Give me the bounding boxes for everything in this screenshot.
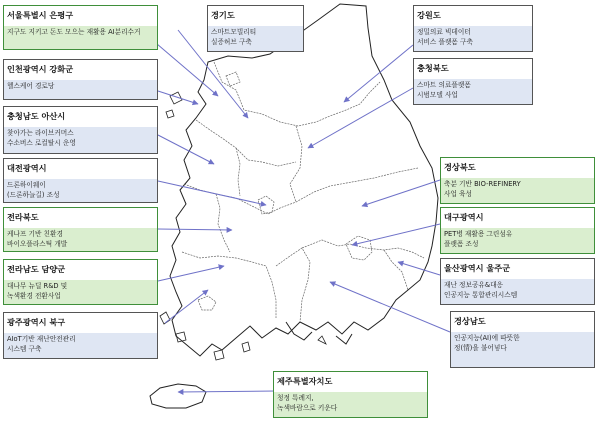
region-description: 케나프 기반 친환경 바이오플라스틱 개발 <box>4 228 157 251</box>
region-title: 울산광역시 울주군 <box>441 259 594 278</box>
region-card-gyeonggi <box>207 5 304 52</box>
region-title: 전라북도 <box>4 208 157 227</box>
region-description: PET병 재활용 그린섬유 플랫폼 조성 <box>441 228 594 253</box>
region-title: 서울특별시 은평구 <box>4 6 157 25</box>
region-card-daegu <box>440 207 595 254</box>
region-description: 지구도 지키고 돈도 모으는 재활용 AI분리수거 <box>4 26 157 49</box>
islands <box>160 92 326 360</box>
region-card-jeonbuk <box>3 207 158 252</box>
province-borders <box>182 62 424 322</box>
region-title: 광주광역시 북구 <box>4 313 157 332</box>
region-title: 전라남도 담양군 <box>4 260 157 279</box>
region-card-ulsan <box>440 258 595 305</box>
region-card-gyeongnam <box>450 311 595 368</box>
mainland-outline <box>170 4 438 356</box>
region-title: 대구광역시 <box>441 208 594 227</box>
arrow-jeonnam <box>158 266 224 281</box>
region-card-chungnam <box>3 106 158 154</box>
arrow-ulsan <box>398 262 440 275</box>
region-description: 인공지능(AI)에 따뜻한 정(情)을 불어넣다 <box>451 332 594 367</box>
arrow-gyeongbuk <box>362 180 440 206</box>
region-description: AIoT기반 재난안전관리 시스템 구축 <box>4 333 157 358</box>
region-description: 정밀의료 빅데이터 서비스 플랫폼 구축 <box>414 26 532 51</box>
region-card-jeju <box>273 371 428 418</box>
region-title: 제주특별자치도 <box>274 372 427 391</box>
jeju-island <box>150 384 206 408</box>
region-title: 인천광역시 강화군 <box>4 60 157 79</box>
region-card-gangwon <box>413 5 533 52</box>
region-card-daejeon <box>3 158 158 203</box>
arrow-jeonbuk <box>158 229 232 230</box>
region-description: 드론하이웨이 (드론하늘길) 조성 <box>4 179 157 202</box>
region-title: 경상남도 <box>451 312 594 331</box>
arrow-daegu <box>352 224 440 245</box>
region-description: 스마트 의료플랫폼 시범모델 사업 <box>414 79 532 104</box>
region-description: 대나무 뉴딜 R&D 및 녹색환경 전환사업 <box>4 280 157 304</box>
arrow-daejeon <box>158 181 266 205</box>
region-title: 충청남도 아산시 <box>4 107 157 126</box>
region-card-jeonnam <box>3 259 158 305</box>
region-card-seoul <box>3 5 158 50</box>
arrow-gwangju <box>165 290 208 323</box>
region-description: 헬스케어 경로당 <box>4 80 157 99</box>
region-description: 청정 특례지, 녹색바람으로 키운다 <box>274 392 427 417</box>
region-description: 축분 기반 BIO-REFINERY 사업 육성 <box>441 178 594 203</box>
region-title: 강원도 <box>414 6 532 25</box>
region-description: 스마트모빌리티 실증허브 구축 <box>208 26 303 51</box>
arrow-jeju <box>178 391 276 392</box>
region-description: 찾아가는 라이브커머스 수소버스 로컬탈시 운영 <box>4 127 157 153</box>
region-title: 대전광역시 <box>4 159 157 178</box>
arrow-chungnam <box>158 135 214 164</box>
region-title: 충청북도 <box>414 59 532 78</box>
region-description: 재난 정보공유&대응 인공지능 통합관리시스템 <box>441 279 594 304</box>
arrow-chungbuk <box>308 88 413 148</box>
region-card-gyeongbuk <box>440 157 595 204</box>
region-title: 경상북도 <box>441 158 594 177</box>
region-card-chungbuk <box>413 58 533 105</box>
arrow-gyeongnam <box>330 282 450 332</box>
region-card-incheon <box>3 59 158 100</box>
region-title: 경기도 <box>208 6 303 25</box>
region-card-gwangju <box>3 312 158 359</box>
